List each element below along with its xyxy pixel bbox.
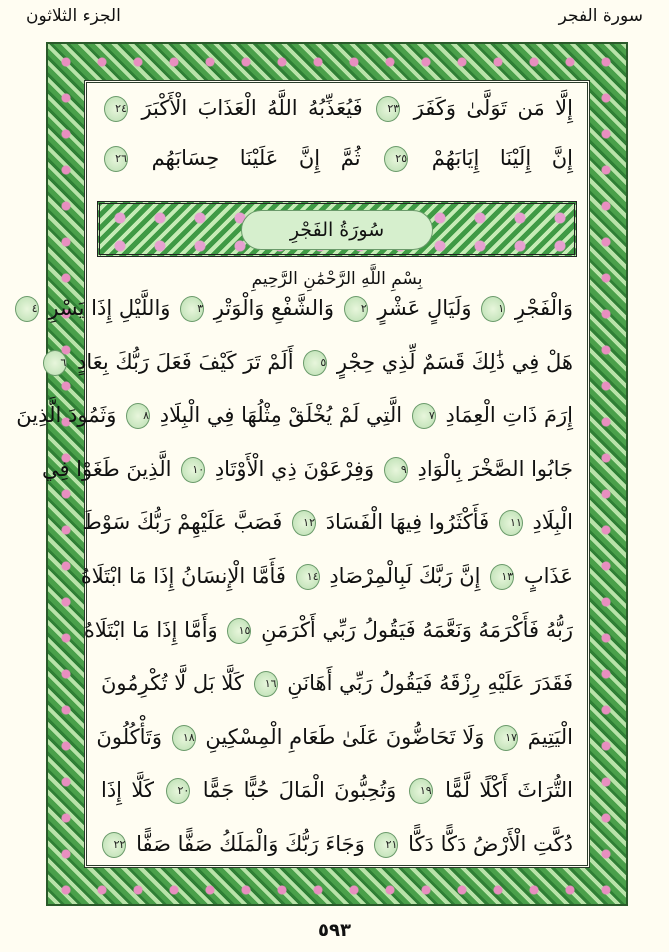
ayah-number-marker: ٣ <box>180 296 204 322</box>
verse-text: عَذَابٍ <box>523 564 573 588</box>
ayah-number-marker: ١٥ <box>227 618 251 644</box>
verse-text: فَأَمَّا الْإِنسَانُ إِذَا مَا ابْتَلَاهُ <box>80 564 286 588</box>
ayah-number-marker: ١٨ <box>172 725 196 751</box>
verse-text: وَثَمُودَ الَّذِينَ <box>16 403 117 428</box>
ayah-number-marker: ١ <box>481 296 505 322</box>
verse-text: فَيُعَذِّبُهُ اللَّهُ الْعَذَابَ الْأَكْبَرَ <box>141 96 363 120</box>
verse-text: وَاللَّيْلِ إِذَا يَسْرِ <box>48 296 171 320</box>
verse-text: أَلَمْ تَرَ كَيْفَ فَعَلَ رَبُّكَ بِعَادٍ <box>76 349 294 374</box>
juz-label: الجزء الثلاثون <box>26 6 121 26</box>
surah-title: سُورَةُ الفَجْرِ <box>241 210 433 250</box>
verse-text: وَفِرْعَوْنَ ذِي الْأَوْتَادِ <box>214 456 375 481</box>
verse-line <box>101 93 573 123</box>
verse-line <box>83 615 573 645</box>
verse-text: وَلَيَالٍ عَشْرٍ <box>377 296 472 320</box>
ayah-number-marker: ٦ <box>43 350 67 376</box>
verse-line <box>101 829 573 859</box>
ayah-number-marker: ١٦ <box>254 671 278 697</box>
ayah-number-marker: ١٩ <box>409 778 433 804</box>
verse-text: وَأَمَّا إِذَا مَا ابْتَلَاهُ <box>83 617 218 642</box>
verse-text: وَلَا تَحَاضُّونَ عَلَىٰ طَعَامِ الْمِسْكِينِ <box>205 724 485 749</box>
ayah-number-marker: ١٧ <box>494 725 518 751</box>
verse-text: هَلْ فِي ذَٰلِكَ قَسَمٌ لِّذِي حِجْرٍ <box>336 349 573 374</box>
ayah-number-marker: ٩ <box>384 457 408 483</box>
verse-text: وَتُحِبُّونَ الْمَالَ حُبًّا جَمًّا <box>202 778 397 803</box>
ayah-number-marker: ٢٣ <box>376 96 400 122</box>
ayah-number-marker: ١١ <box>499 510 523 536</box>
basmala: بِسْمِ اللَّهِ الرَّحْمَٰنِ الرَّحِيمِ <box>251 269 423 289</box>
verse-line <box>101 775 573 805</box>
ayah-number-marker: ٢٢ <box>102 832 126 858</box>
verse-text: وَالشَّفْعِ وَالْوَتْرِ <box>213 296 335 320</box>
ayah-number-marker: ٢ <box>344 296 368 322</box>
ayah-number-marker: ٥ <box>303 350 327 376</box>
verse-text: الَّتِي لَمْ يُخْلَقْ مِثْلُهَا فِي الْبِلَادِ <box>159 403 403 428</box>
ayah-number-marker: ٢٥ <box>384 146 408 172</box>
verse-text: فَقَدَرَ عَلَيْهِ رِزْقَهُ فَيَقُولُ رَبِّي أَهَانَنِ <box>287 671 573 696</box>
ayah-number-marker: ٢٤ <box>104 96 128 122</box>
text-area <box>16 80 590 868</box>
ayah-number-marker: ١٤ <box>296 564 320 590</box>
verse-text: فَأَكْثَرُوا فِيهَا الْفَسَادَ <box>325 510 490 535</box>
page-number: ٥٩٣ <box>318 920 351 941</box>
ayah-number-marker: ١٠ <box>181 457 205 483</box>
verse-line <box>82 507 573 537</box>
verse-text: إِرَمَ ذَاتِ الْعِمَادِ <box>445 403 573 428</box>
verse-text: الْيَتِيمَ <box>527 724 573 749</box>
ayah-number-marker: ٤ <box>15 296 39 322</box>
ayah-number-marker: ٧ <box>412 403 436 429</box>
verse-line <box>60 347 573 377</box>
verse-text: ثُمَّ إِنَّ عَلَيْنَا حِسَابَهُم <box>151 146 361 170</box>
verse-text: إِلَّا مَن تَوَلَّىٰ وَكَفَرَ <box>413 96 573 120</box>
ayah-number-marker: ٢٠ <box>166 778 190 804</box>
ayah-number-marker: ٨ <box>126 403 150 429</box>
verse-text: جَابُوا الصَّخْرَ بِالْوَادِ <box>417 456 573 481</box>
verse-text: كَلَّا بَل لَّا تُكْرِمُونَ <box>101 671 244 696</box>
verse-text: إِنَّ إِلَيْنَا إِيَابَهُمْ <box>431 146 573 170</box>
ayah-number-marker: ١٣ <box>490 564 514 590</box>
ayah-number-marker: ١٢ <box>292 510 316 536</box>
verse-text: وَتَأْكُلُونَ <box>96 724 163 749</box>
verse-text: وَجَاءَ رَبُّكَ وَالْمَلَكُ صَفًّا صَفًّا <box>136 832 365 856</box>
surah-name-header: سورة الفجر <box>558 6 643 26</box>
verse-text: وَالْفَجْرِ <box>514 296 573 320</box>
ornamental-border <box>16 42 628 906</box>
verse-line <box>16 400 573 430</box>
verse-text: إِنَّ رَبَّكَ لَبِالْمِرْصَادِ <box>329 564 481 588</box>
verse-text: رَبُّهُ فَأَكْرَمَهُ وَنَعَّمَهُ فَيَقُولُ رَبِّي أَكْرَمَنِ <box>261 617 573 642</box>
verse-line <box>101 668 573 698</box>
verse-text: الَّذِينَ طَغَوْا فِي <box>41 456 172 481</box>
verse-line <box>101 143 573 173</box>
verse-line <box>96 722 573 752</box>
verse-line <box>80 561 573 591</box>
verse-line <box>41 454 573 484</box>
ayah-number-marker: ٢١ <box>374 832 398 858</box>
verse-text: الْبِلَادِ <box>532 510 573 535</box>
verse-text: التُّرَاثَ أَكْلًا لَّمًّا <box>445 778 573 803</box>
verse-text: فَصَبَّ عَلَيْهِمْ رَبُّكَ سَوْطَ <box>82 510 283 535</box>
surah-title-banner <box>97 201 577 257</box>
verse-text: دُكَّتِ الْأَرْضُ دَكًّا دَكًّا <box>408 832 573 856</box>
verse-line <box>31 293 573 323</box>
verse-text: كَلَّا إِذَا <box>101 778 154 803</box>
ayah-number-marker: ٢٦ <box>104 146 128 172</box>
